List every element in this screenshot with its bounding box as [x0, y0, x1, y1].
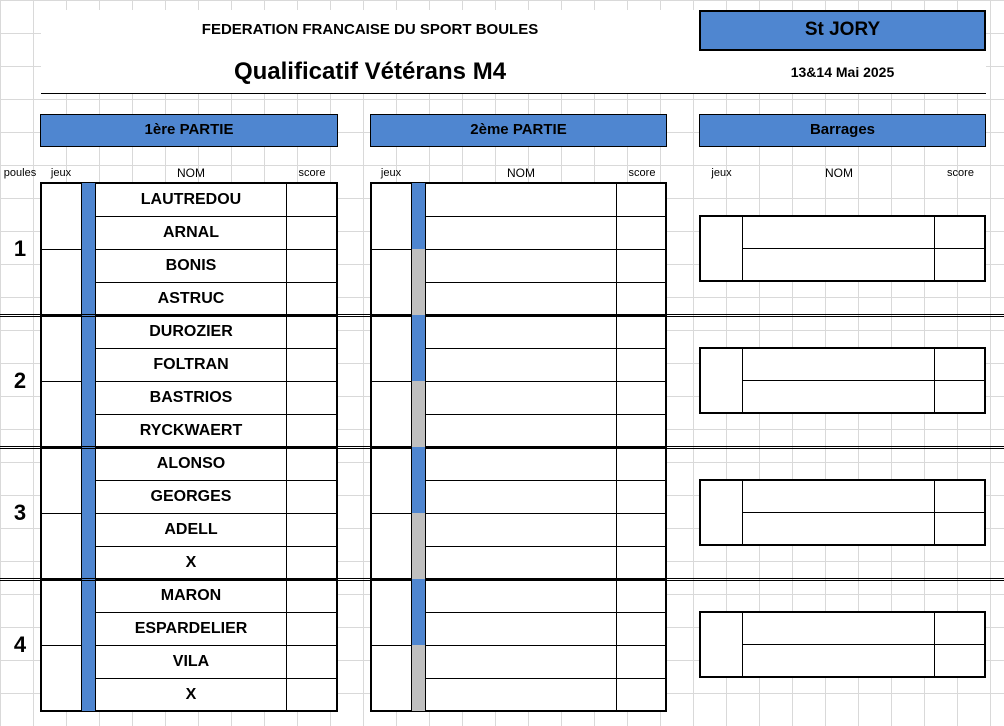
- second-round-bar-blue: [412, 579, 425, 612]
- player-name: LAUTREDOU: [140, 191, 242, 208]
- player-name: VILA: [172, 653, 210, 670]
- player-name: ALONSO: [156, 455, 226, 472]
- second-round-jeux-line: [371, 381, 411, 382]
- first-round-row-line: [95, 645, 337, 646]
- first-round-row-line: [95, 546, 337, 547]
- player-name: ARNAL: [163, 224, 219, 241]
- second-round-bar-blue: [412, 216, 425, 249]
- barrage-row-line: [742, 380, 985, 381]
- second-round-row-line: [425, 447, 666, 448]
- first-round-row-line: [95, 216, 337, 217]
- player-name: RYCKWAERT: [139, 422, 243, 439]
- second-round-bar-blue: [412, 612, 425, 645]
- first-round-jeux-line: [41, 579, 81, 580]
- first-round-row-line: [95, 414, 337, 415]
- player-name: X: [185, 554, 197, 571]
- second-round-bar-blue: [412, 447, 425, 480]
- player-name: BASTRIOS: [149, 389, 233, 406]
- second-round-bar-grey: [412, 249, 425, 282]
- second-round-row-line: [425, 249, 666, 250]
- second-round-row-line: [425, 348, 666, 349]
- second-round-jeux-line: [371, 645, 411, 646]
- second-round-bar-grey: [412, 381, 425, 414]
- player-name: ASTRUC: [157, 290, 225, 307]
- barrage-row-line: [742, 512, 985, 513]
- second-round-bar-grey: [412, 645, 425, 678]
- first-round-jeux-line: [41, 447, 81, 448]
- second-round-jeux-line: [371, 579, 411, 580]
- first-round-row-line: [95, 612, 337, 613]
- pool-number: 3: [13, 500, 27, 525]
- pool-number: 4: [13, 632, 27, 657]
- second-round-bar-grey: [412, 678, 425, 711]
- pool-number: 2: [13, 368, 27, 393]
- column-header-score-1: score: [298, 167, 326, 179]
- first-round-row-line: [95, 315, 337, 316]
- section-first-round: 1ère PARTIE: [40, 114, 338, 147]
- first-round-row-line: [95, 513, 337, 514]
- column-header-poules: poules: [3, 167, 37, 179]
- second-round-row-line: [425, 381, 666, 382]
- column-header-nom-2: NOM: [507, 166, 535, 180]
- federation-name: FEDERATION FRANCAISE DU SPORT BOULES: [201, 21, 539, 38]
- player-name: GEORGES: [150, 488, 232, 505]
- second-round-bar-blue: [412, 183, 425, 216]
- first-round-row-line: [95, 447, 337, 448]
- column-header-nom-1: NOM: [177, 166, 205, 180]
- second-round-row-line: [425, 216, 666, 217]
- first-round-row-line: [95, 381, 337, 382]
- second-round-jeux-line: [371, 315, 411, 316]
- player-name: BONIS: [165, 257, 217, 274]
- event-date: 13&14 Mai 2025: [790, 64, 895, 80]
- second-round-bar-grey: [412, 513, 425, 546]
- second-round-row-line: [425, 414, 666, 415]
- player-name: MARON: [160, 587, 222, 604]
- section-second-round: 2ème PARTIE: [370, 114, 667, 147]
- first-round-row-line: [95, 579, 337, 580]
- second-round-row-line: [425, 282, 666, 283]
- second-round-bar-blue: [412, 315, 425, 348]
- second-round-row-line: [425, 480, 666, 481]
- column-header-nom-3: NOM: [825, 166, 853, 180]
- second-round-row-line: [425, 513, 666, 514]
- second-round-row-line: [425, 612, 666, 613]
- barrage-row-line: [742, 644, 985, 645]
- first-round-jeux-line: [41, 315, 81, 316]
- venue-badge: St JORY: [699, 10, 986, 51]
- player-name: ESPARDELIER: [134, 620, 248, 637]
- second-round-bar-grey: [412, 282, 425, 315]
- first-round-jeux-line: [41, 381, 81, 382]
- first-round-row-line: [95, 348, 337, 349]
- page-title: Qualificatif Vétérans M4: [233, 58, 507, 85]
- pool-number: 1: [13, 236, 27, 261]
- first-round-row-line: [95, 678, 337, 679]
- first-round-row-line: [95, 249, 337, 250]
- first-round-jeux-line: [41, 249, 81, 250]
- column-header-jeux-2: jeux: [380, 167, 402, 179]
- column-header-jeux-3: jeux: [711, 167, 732, 179]
- second-round-row-line: [425, 645, 666, 646]
- player-name: FOLTRAN: [153, 356, 229, 373]
- second-round-bar-grey: [412, 546, 425, 579]
- second-round-row-line: [425, 579, 666, 580]
- second-round-bar-blue: [412, 348, 425, 381]
- player-name: ADELL: [164, 521, 218, 538]
- second-round-jeux-line: [371, 513, 411, 514]
- first-round-jeux-line: [41, 513, 81, 514]
- second-round-row-line: [425, 678, 666, 679]
- second-round-row-line: [425, 546, 666, 547]
- column-header-score-2: score: [628, 167, 656, 179]
- first-round-row-line: [95, 282, 337, 283]
- second-round-bar-grey: [412, 414, 425, 447]
- column-header-jeux-1: jeux: [50, 167, 72, 179]
- first-round-row-line: [95, 480, 337, 481]
- second-round-jeux-line: [371, 249, 411, 250]
- second-round-bar-blue: [412, 480, 425, 513]
- second-round-jeux-line: [371, 447, 411, 448]
- section-barrages: Barrages: [699, 114, 986, 147]
- player-name: DUROZIER: [149, 323, 233, 340]
- barrage-row-line: [742, 248, 985, 249]
- header-underline: [41, 93, 986, 94]
- column-header-score-3: score: [947, 167, 974, 179]
- first-round-jeux-line: [41, 645, 81, 646]
- second-round-row-line: [425, 315, 666, 316]
- player-name: X: [185, 686, 197, 703]
